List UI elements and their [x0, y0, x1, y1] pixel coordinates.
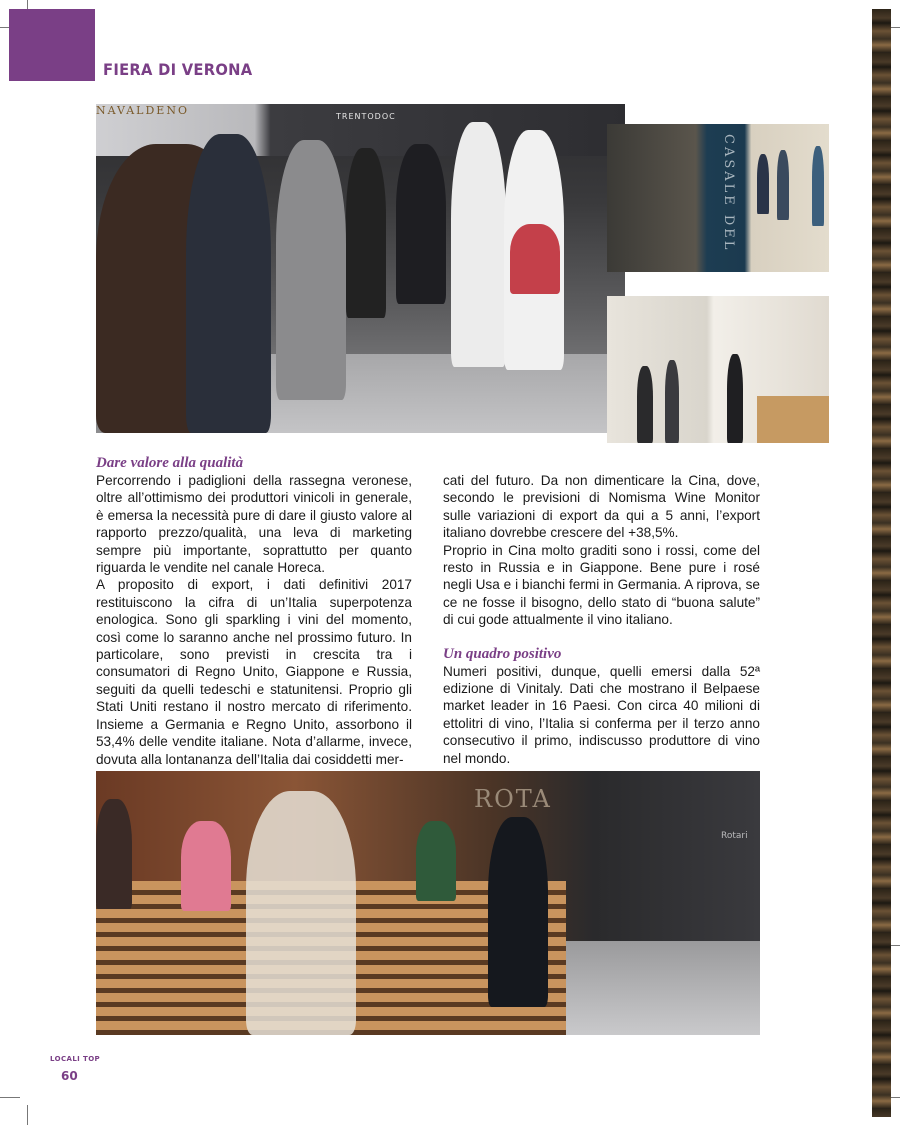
- person-silhouette: [416, 821, 456, 901]
- subhead-quadro-positivo: Un quadro positivo: [443, 645, 562, 662]
- person-silhouette: [510, 224, 560, 294]
- footer-page-number: 60: [61, 1069, 78, 1083]
- photo-booth-sign-small: Rotari: [721, 831, 748, 841]
- photo-casale-booth: [607, 124, 829, 272]
- section-title: FIERA DI VERONA: [103, 60, 253, 79]
- floor: [566, 941, 760, 1035]
- person-silhouette: [96, 799, 132, 909]
- subhead-dare-valore: Dare valore alla qualità: [96, 455, 244, 471]
- person-silhouette: [488, 817, 548, 1007]
- person-silhouette: [637, 366, 653, 443]
- person-silhouette: [451, 122, 506, 367]
- paragraph-gap: [443, 629, 760, 645]
- article-paragraph: Numeri positivi, dunque, quelli emersi dalla 52ª edizione di Vinitaly. Dati che mostrano il Belpaese market leader in 16 Paesi. Con circa 40 milioni di ettolitri di vino, l’Italia si conferma per il terzo anno consecutivo il primo, indiscusso produttore di vino nel mondo.: [443, 663, 760, 766]
- person-silhouette: [246, 791, 356, 1035]
- article-column-right: [443, 472, 760, 767]
- photo-booth-sign: ROTA: [474, 785, 552, 813]
- crop-mark: [0, 1097, 20, 1098]
- article-paragraph: Percorrendo i padiglioni della rassegna veronese, oltre all’ottimismo dei produttori vinicoli in generale, è emersa la necessità pure di dare il giusto valore al rapporto prezzo/qualità, una leva di marketing sempre più importante, soprattutto per quanto riguarda le vendite nel canale Horeca.: [96, 473, 412, 576]
- person-silhouette: [186, 134, 271, 433]
- photo-booth-sign: TRENTODOC: [336, 112, 396, 121]
- booth-counter: [757, 396, 829, 443]
- header-color-block: [9, 9, 95, 81]
- article-paragraph: Proprio in Cina molto graditi sono i rossi, come del resto in Russia e in Giappone. Bene pure i rosé negli Usa e i bianchi fermi in Germania. A riprova, se ce ne fosse il bisogno, dello stato di “buona salute” di cui gode attualmente il vino italiano.: [443, 542, 760, 628]
- facing-page-bleed: [872, 9, 891, 1117]
- crop-mark: [27, 1105, 28, 1125]
- person-silhouette: [346, 148, 386, 318]
- person-silhouette: [777, 150, 789, 220]
- photo-exhibition-crowd: [96, 104, 625, 433]
- person-silhouette: [396, 144, 446, 304]
- photo-brand-sign: NAVALDENO: [96, 104, 189, 117]
- article-column-left: [96, 454, 412, 768]
- article-paragraph: A proposito di export, i dati definitivi 2017 restituiscono la cifra di un’Italia superpotenza enologica. Sono gli sparkling i vini del momento, così come lo saranno anche nel prossimo futuro. In particolare, sono previsti in crescita tra i consumatori di Regno Unito, Giappone e Russia, seguiti da quelli tedeschi e statunitensi. Proprio gli Stati Uniti restano il nostro mercato di riferimento. Insieme a Germania e Regno Unito, assorbono il 53,4% delle vendite italiane. Nota d’allarme, invece, dovuta alla lontananza dell’Italia dai cosiddetti mer-: [96, 577, 412, 767]
- article-paragraph: cati del futuro. Da non dimenticare la Cina, dove, secondo le previsioni di Nomisma Wine Monitor sulle variazioni di export da qui a 5 anni, l’export italiano dovrebbe crescere del +38,5%.: [443, 473, 760, 541]
- person-silhouette: [757, 154, 769, 214]
- person-silhouette: [665, 360, 679, 443]
- person-silhouette: [727, 354, 743, 443]
- photo-white-booth: [607, 296, 829, 443]
- person-silhouette: [812, 146, 824, 226]
- photo-rotari-booth: [96, 771, 760, 1035]
- person-silhouette: [276, 140, 346, 400]
- person-silhouette: [181, 821, 231, 911]
- photo-pillar-sign: CASALE DEL: [721, 134, 736, 253]
- footer-magazine-name: LOCALI TOP: [50, 1055, 101, 1063]
